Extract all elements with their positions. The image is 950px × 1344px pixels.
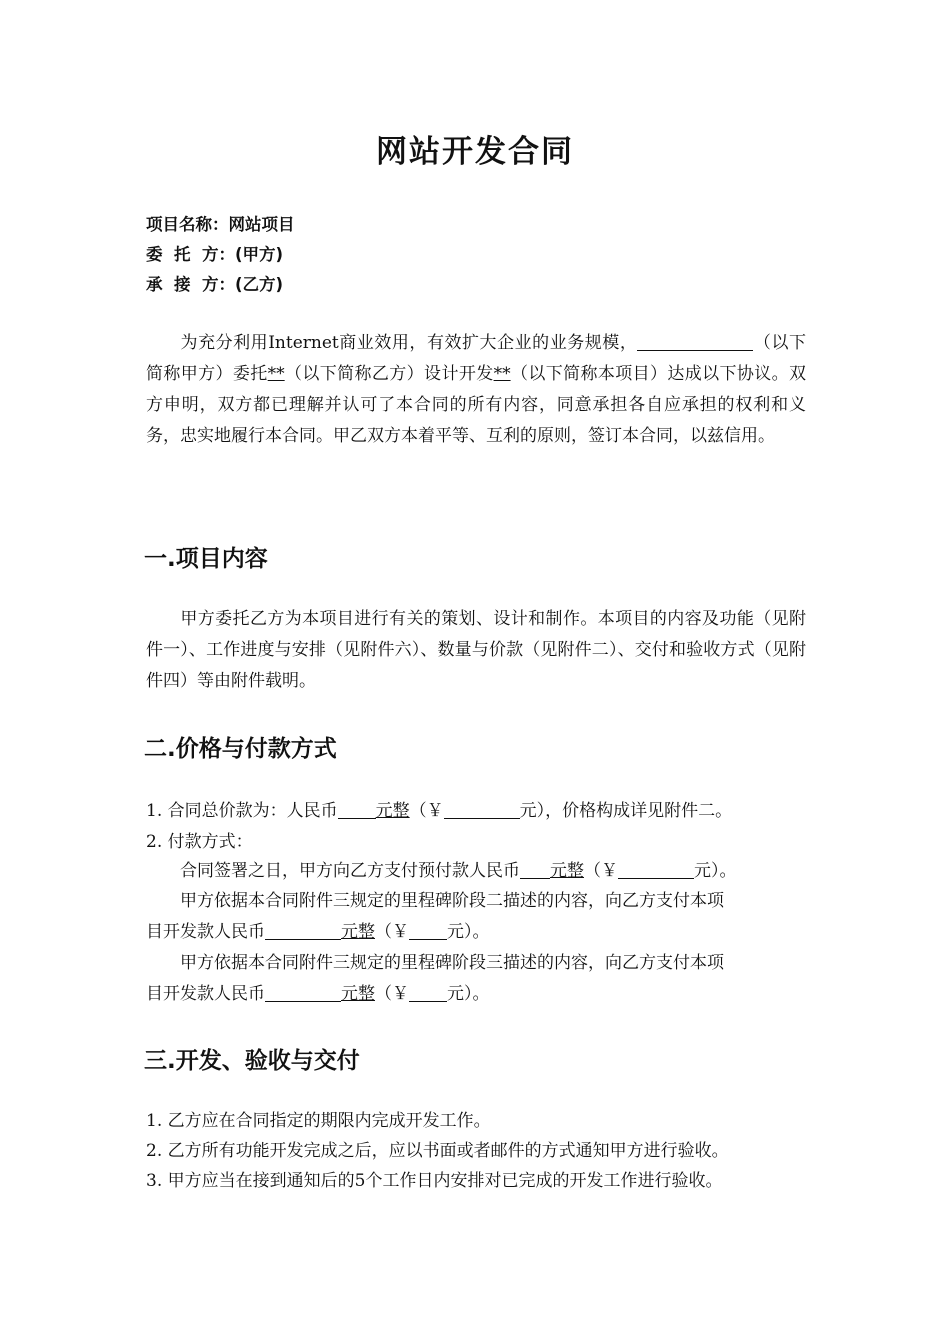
intro-text-2: （以下简称甲方）委托 (146, 333, 806, 384)
payment-method-item: 2. 付款方式： (146, 832, 253, 852)
section-3-item-3: 3. 甲方应当在接到通知后的5个工作日内安排对已完成的开发工作进行验收。 (146, 1171, 723, 1191)
section-1-body: 甲方委托乙方为本项目进行有关的策划、设计和制作。本项目的内容及功能（见附件一）、工作进度与安排（见附件六）、数量与价款（见附件二）、交付和验收方式（见附件四）等由附件载明。 (146, 609, 806, 691)
prepayment-blank (520, 860, 550, 879)
milestone-3-blank (265, 983, 341, 1002)
contractor-line: 承 接 方：(乙方) (146, 275, 284, 294)
total-price-text: 1. 合同总价款为：人民币 (146, 801, 338, 821)
total-price-yen: （￥ (409, 801, 444, 821)
intro-text-1: 为充分利用Internet商业效用，有效扩大企业的业务规模， (180, 333, 638, 353)
milestone-2-unit: 元整 (341, 922, 375, 942)
client-line: 委 托 方：(甲方) (146, 245, 284, 264)
intro-paragraph (146, 328, 806, 452)
milestone-2-line-2 (146, 917, 826, 948)
milestone-3-line-1 (146, 948, 826, 979)
prepayment-suffix: 元）。 (694, 861, 737, 881)
total-price-blank (338, 800, 376, 819)
milestone-2-yen: （￥ (375, 922, 409, 942)
project-name-line: 项目名称：网站项目 (146, 215, 295, 234)
milestone-3-amount-blank (409, 983, 447, 1002)
intro-text-4: （以下简称本项目）达成以下协议。双方申明，双方都已理解并认可了本合同的所有内容，同意承担各自应承担的权利和义务，忠实地履行本合同。甲乙双方本着平等、互利的原则，签订本合同，以兹信用。 (146, 364, 807, 446)
milestone-3-suffix: 元）。 (447, 984, 490, 1004)
section-1-heading: 一.项目内容 (144, 546, 268, 572)
section-3-item-2: 2. 乙方所有功能开发完成之后，应以书面或者邮件的方式通知甲方进行验收。 (146, 1141, 729, 1161)
section-1-paragraph (146, 604, 806, 697)
prepayment-unit: 元整 (550, 861, 584, 881)
milestone-2-text-2: 目开发款人民币 (146, 922, 265, 942)
section-3-item-1: 1. 乙方应在合同指定的期限内完成开发工作。 (146, 1111, 491, 1131)
prepayment-yen: （￥ (584, 861, 618, 881)
milestone-2-text: 甲方依据本合同附件三规定的里程碑阶段二描述的内容，向乙方支付本项 (180, 891, 724, 911)
prepayment-amount-blank (618, 860, 694, 879)
section-2-heading: 二.价格与付款方式 (144, 736, 337, 762)
document-title: 网站开发合同 (376, 134, 574, 170)
total-price-item (146, 796, 826, 827)
contractor-placeholder: ** (267, 364, 285, 384)
section-3-heading: 三.开发、验收与交付 (144, 1048, 360, 1074)
milestone-2-amount-blank (409, 921, 447, 940)
project-placeholder: ** (493, 364, 511, 384)
prepayment-line (146, 856, 826, 887)
intro-text-3: （以下简称乙方）设计开发 (284, 364, 494, 384)
milestone-3-text-2: 目开发款人民币 (146, 984, 265, 1004)
milestone-3-text: 甲方依据本合同附件三规定的里程碑阶段三描述的内容，向乙方支付本项 (180, 953, 724, 973)
milestone-3-line-2 (146, 979, 826, 1010)
total-price-suffix: 元），价格构成详见附件二。 (519, 801, 733, 821)
milestone-2-line-1 (146, 886, 826, 917)
prepayment-text: 合同签署之日，甲方向乙方支付预付款人民币 (180, 861, 520, 881)
milestone-2-blank (265, 921, 341, 940)
total-price-unit: 元整 (375, 801, 410, 821)
milestone-2-suffix: 元）。 (447, 922, 490, 942)
client-name-blank (637, 332, 753, 351)
milestone-3-unit: 元整 (341, 984, 375, 1004)
milestone-3-yen: （￥ (375, 984, 409, 1004)
total-price-amount-blank (444, 800, 520, 819)
